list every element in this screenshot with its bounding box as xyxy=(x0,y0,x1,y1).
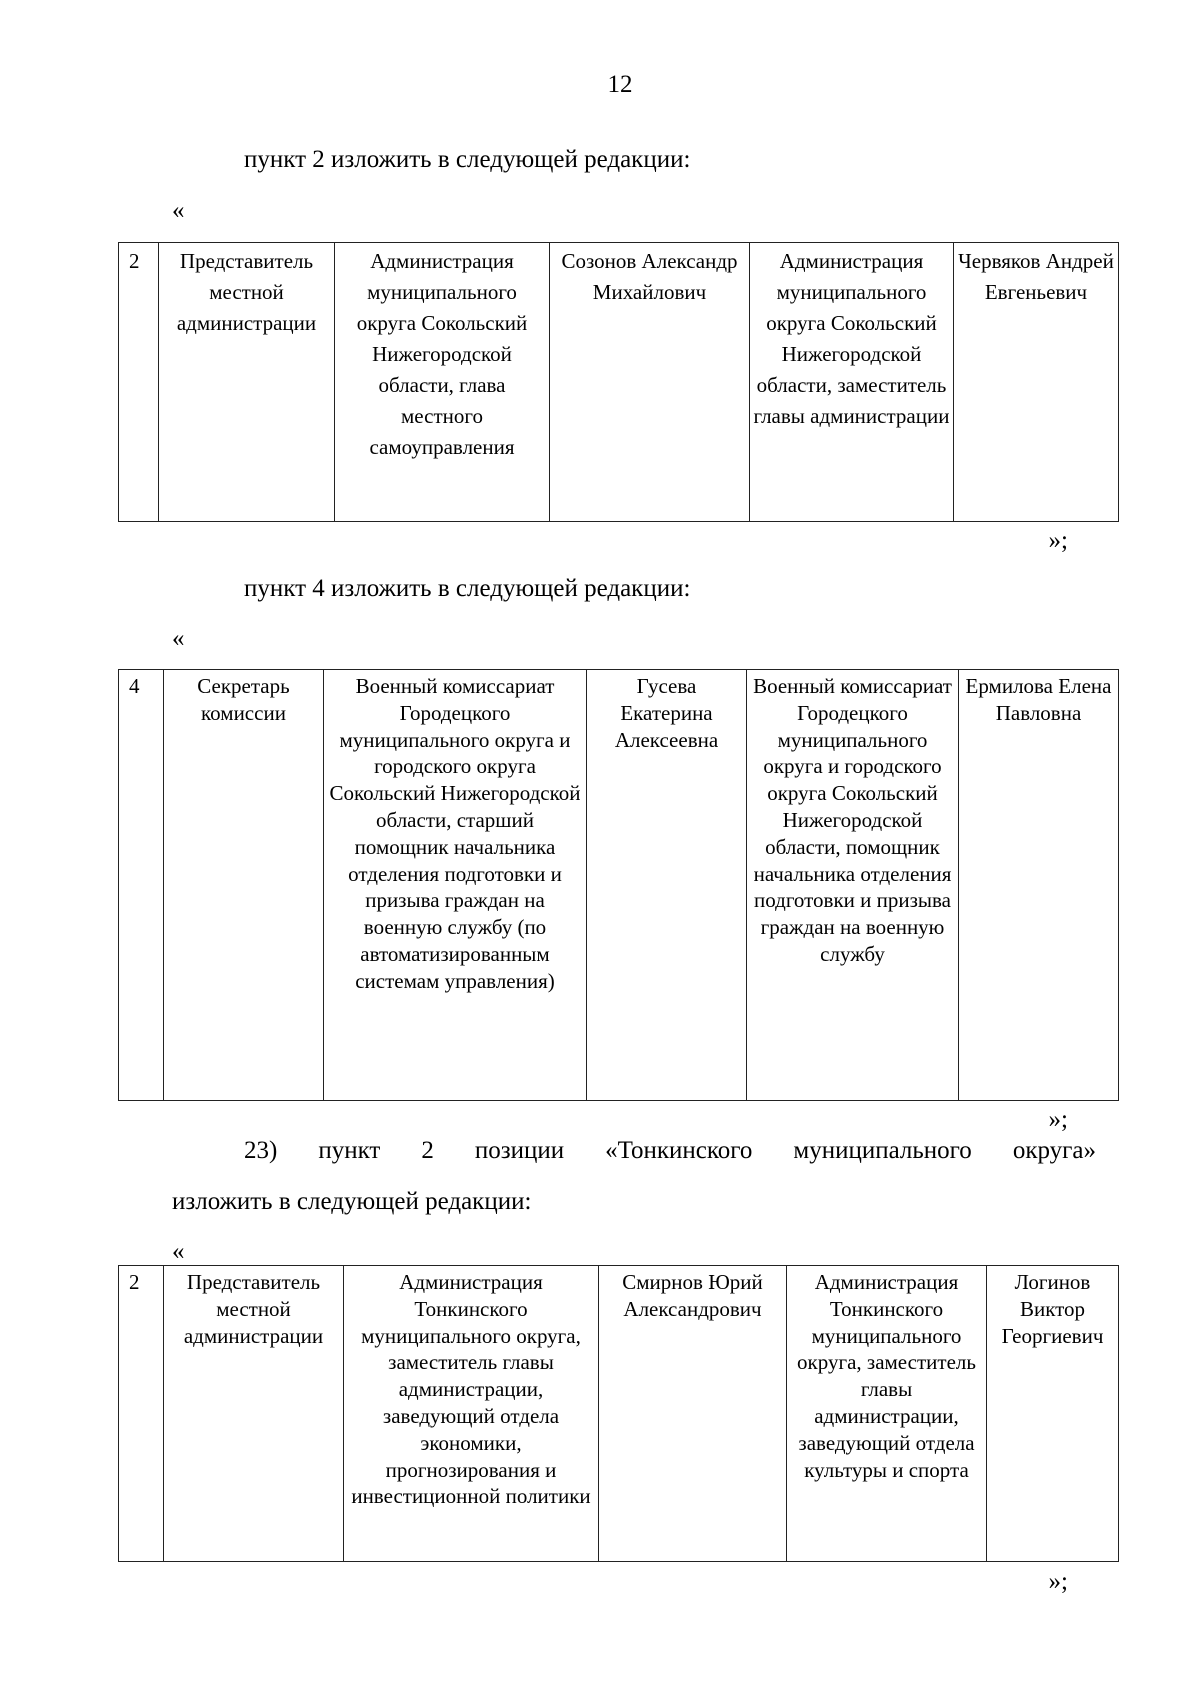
section-1-open-quote: « xyxy=(172,197,185,224)
deputy-organization: Военный комиссариат Городецкого муниципального округа и городского округа Сокольский Нижегородской области, помощник начальника отделения подготовки и призыва граждан на военную службу xyxy=(747,670,959,1101)
section-3-intro-continued: изложить в следующей редакции: xyxy=(172,1188,532,1215)
section-2-close-quote: »; xyxy=(1048,1106,1068,1133)
table-row xyxy=(119,670,1119,1101)
section-2-intro: пункт 4 изложить в следующей редакции: xyxy=(244,575,691,602)
section-2-table xyxy=(118,669,1119,1101)
section-1-table xyxy=(118,242,1119,522)
member-organization: Военный комиссариат Городецкого муниципального округа и городского округа Сокольский Нижегородской области, старший помощник начальника отделения подготовки и призыва граждан на военную службу (по автоматизированным системам управления) xyxy=(324,670,587,1101)
table-row xyxy=(119,243,1119,522)
member-role: Представитель местной администрации xyxy=(159,243,335,522)
member-name: Созонов Александр Михайлович xyxy=(550,243,750,522)
section-3-close-quote: »; xyxy=(1048,1568,1068,1595)
member-role: Представитель местной администрации xyxy=(164,1266,344,1562)
section-2-open-quote: « xyxy=(172,625,185,652)
intro-word: 23) xyxy=(244,1137,278,1164)
member-name: Смирнов Юрий Александрович xyxy=(599,1266,787,1562)
member-organization: Администрация муниципального округа Сокольский Нижегородской области, глава местного самоуправления xyxy=(335,243,550,522)
deputy-organization: Администрация муниципального округа Сокольский Нижегородской области, заместитель главы администрации xyxy=(750,243,954,522)
row-number: 2 xyxy=(119,243,159,522)
deputy-name: Логинов Виктор Георгиевич xyxy=(987,1266,1119,1562)
section-3-table xyxy=(118,1265,1119,1562)
member-role: Секретарь комиссии xyxy=(164,670,324,1101)
deputy-name: Червяков Андрей Евгеньевич xyxy=(954,243,1119,522)
row-number: 2 xyxy=(119,1266,164,1562)
section-1-intro: пункт 2 изложить в следующей редакции: xyxy=(244,146,691,173)
deputy-name: Ермилова Елена Павловна xyxy=(959,670,1119,1101)
deputy-organization: Администрация Тонкинского муниципального округа, заместитель главы администрации, заведующий отдела культуры и спорта xyxy=(787,1266,987,1562)
section-1-close-quote: »; xyxy=(1048,527,1068,554)
intro-word: «Тонкинского xyxy=(605,1137,753,1164)
table-row xyxy=(119,1266,1119,1562)
intro-word: пункт xyxy=(318,1137,381,1164)
row-number: 4 xyxy=(119,670,164,1101)
member-organization: Администрация Тонкинского муниципального округа, заместитель главы администрации, заведующий отдела экономики, прогнозирования и инвестиционной политики xyxy=(344,1266,599,1562)
intro-word: позиции xyxy=(474,1137,565,1164)
member-name: Гусева Екатерина Алексеевна xyxy=(587,670,747,1101)
section-3-open-quote: « xyxy=(172,1238,185,1265)
intro-word: муниципального xyxy=(793,1137,972,1164)
intro-word: 2 xyxy=(421,1137,434,1164)
page-number: 12 xyxy=(607,71,633,98)
intro-word: округа» xyxy=(1012,1137,1096,1164)
section-3-intro xyxy=(244,1136,1096,1166)
